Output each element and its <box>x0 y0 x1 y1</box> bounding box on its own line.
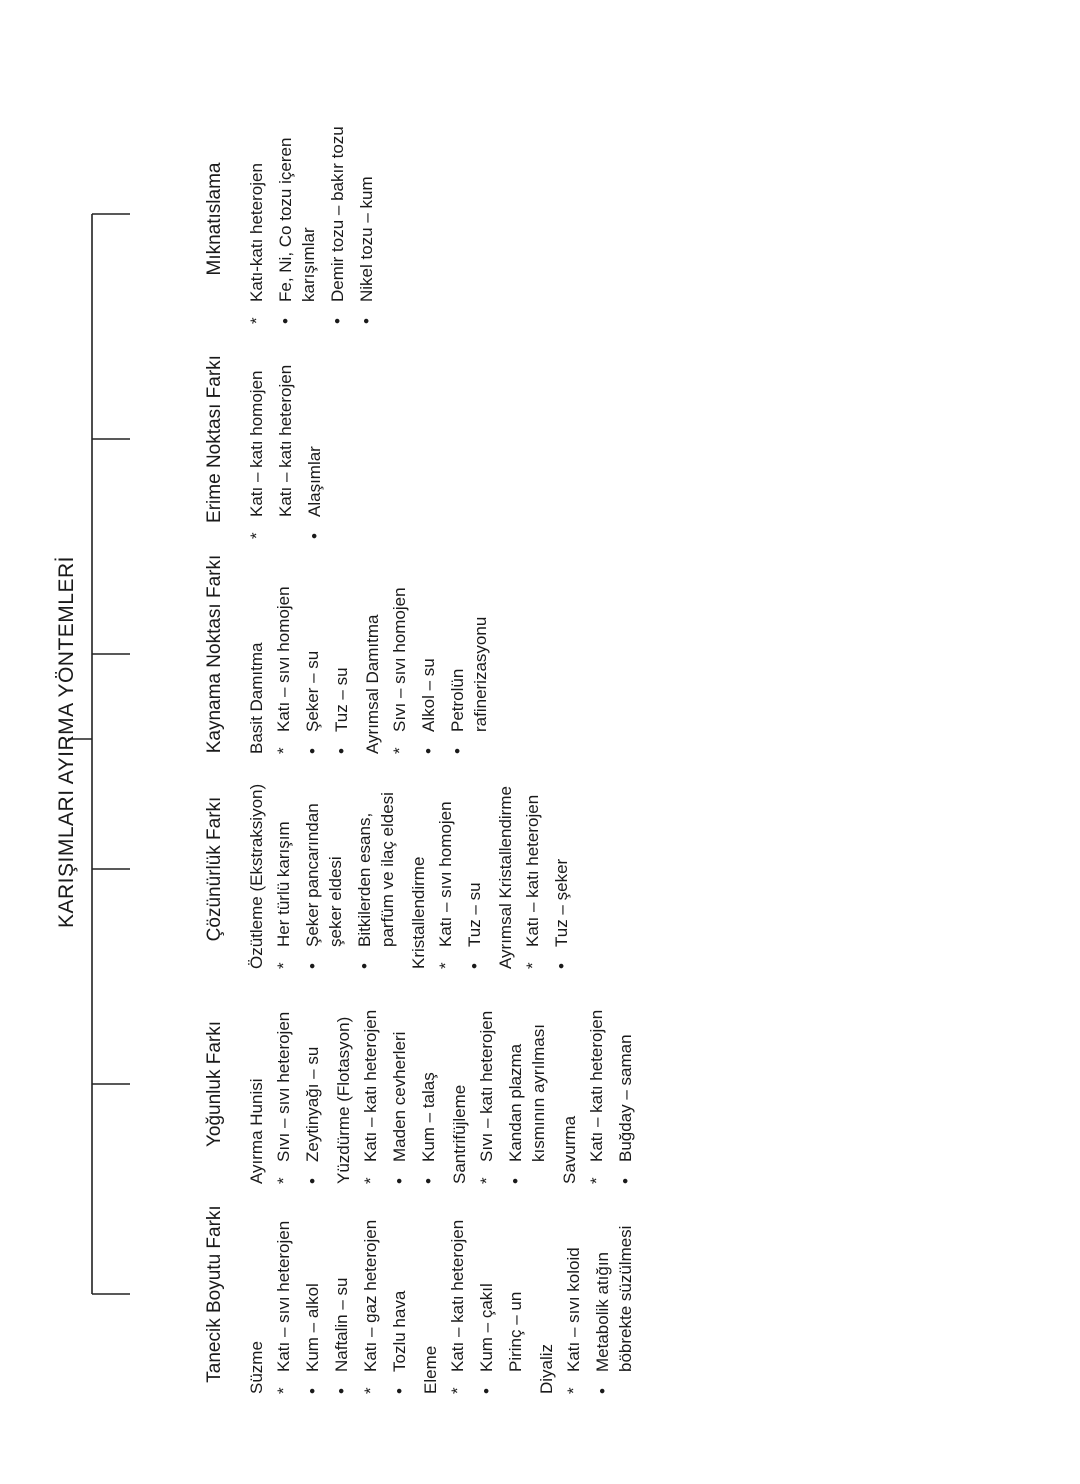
column-yogunluk <box>155 984 643 1184</box>
list-item <box>434 769 457 969</box>
list-item-text: Katı – katı heterojen <box>448 1219 467 1372</box>
list-item-text: Her türlü karışım <box>274 821 293 947</box>
asterisk-bullet-icon: * <box>274 747 293 754</box>
column-cozunurluk <box>155 769 579 969</box>
list-item <box>475 1194 498 1394</box>
list-item-text: Tuz – su <box>465 882 484 947</box>
dot-bullet-icon: • <box>328 318 347 324</box>
dot-bullet-icon: • <box>276 318 295 324</box>
list-item <box>272 769 295 969</box>
asterisk-bullet-icon: * <box>448 1387 467 1394</box>
method-title: Süzme <box>247 1341 266 1394</box>
list-item <box>355 114 378 324</box>
method-title: Kristallendirme <box>409 856 428 969</box>
list-item-text: Kum – çakıl <box>477 1283 496 1372</box>
list-item-text: Zeytinyağı – su <box>303 1046 322 1162</box>
column-body <box>245 554 492 754</box>
dot-bullet-icon: • <box>355 963 374 969</box>
list-item-text: Katı – sıvı heterojen <box>274 1220 293 1372</box>
dot-bullet-icon: • <box>390 1178 409 1184</box>
list-item <box>388 554 411 754</box>
dot-bullet-icon <box>274 517 297 539</box>
asterisk-bullet-icon: * <box>274 962 293 969</box>
list-item-text: Katı-katı heterojen <box>247 163 266 302</box>
column-header: Kaynama Noktası Farkı <box>204 554 225 754</box>
list-item-text: Katı – katı heterojen <box>276 364 295 517</box>
list-item <box>591 1194 637 1394</box>
column-miknatislama <box>155 114 384 324</box>
method-title: Basit Damıtma <box>247 642 266 754</box>
column-kaynama-noktasi <box>155 554 498 754</box>
column-tanecik-boyutu <box>155 1194 643 1394</box>
list-item-text: Şeker pancarından şeker eldesi <box>303 803 345 947</box>
list-item <box>272 554 295 754</box>
method-title: Ayırma Hunisi <box>247 1078 266 1184</box>
list-item <box>446 1194 469 1394</box>
list-item <box>301 984 324 1184</box>
method-title: Yüzdürme (Flotasyon) <box>334 1016 353 1184</box>
list-item-text: Sıvı – sıvı homojen <box>390 587 409 732</box>
list-item-text: Katı – katı homojen <box>247 370 266 517</box>
list-item <box>353 769 399 969</box>
asterisk-bullet-icon: * <box>247 532 266 539</box>
list-item <box>550 769 573 969</box>
list-item <box>359 1194 382 1394</box>
method-title: Eleme <box>421 1345 440 1394</box>
dot-bullet-icon: • <box>477 1388 496 1394</box>
list-item <box>330 1194 353 1394</box>
column-body <box>245 769 573 969</box>
column-body <box>245 339 326 539</box>
list-item-text: Demir tozu – bakır tozu <box>328 126 347 302</box>
list-item <box>245 339 268 539</box>
list-item-text: Katı – katı heterojen <box>587 1009 606 1162</box>
list-item <box>475 984 498 1184</box>
list-item <box>463 769 486 969</box>
list-item-text: Kum – talaş <box>419 1072 438 1162</box>
list-item <box>330 554 353 754</box>
list-item <box>274 339 297 539</box>
list-item-text: Sıvı – sıvı heterojen <box>274 1011 293 1162</box>
method-title: Diyaliz <box>537 1343 556 1394</box>
column-header: Erime Noktası Farkı <box>204 355 225 523</box>
dot-bullet-icon: • <box>552 963 571 969</box>
list-item <box>388 984 411 1184</box>
list-item <box>504 1194 527 1394</box>
column-header: Yoğunluk Farkı <box>204 1020 225 1148</box>
column-body <box>245 1194 637 1394</box>
list-item-text: Naftalin – su <box>332 1277 351 1372</box>
method-title: Ayrımsal Damıtma <box>363 614 382 754</box>
list-item-text: Bitkilerden esans, parfüm ve ilaç eldesi <box>355 792 397 947</box>
list-item-text: Tuz – su <box>332 667 351 732</box>
column-body <box>245 114 378 324</box>
list-item-text: Katı – gaz heterojen <box>361 1219 380 1372</box>
list-item-text: Tozlu hava <box>390 1290 409 1372</box>
list-item <box>301 1194 324 1394</box>
column-header: Çözünürlük Farkı <box>204 796 225 942</box>
list-item <box>521 769 544 969</box>
method-title: Özütleme (Ekstraksiyon) <box>247 783 266 969</box>
list-item <box>417 554 440 754</box>
dot-bullet-icon: • <box>390 1388 409 1394</box>
column-body <box>245 984 637 1184</box>
column-erime-noktasi <box>155 339 332 539</box>
list-item <box>614 984 637 1184</box>
method-title: Santrifüjleme <box>450 1084 469 1184</box>
asterisk-bullet-icon: * <box>564 1387 583 1394</box>
list-item <box>272 1194 295 1394</box>
dot-bullet-icon: • <box>616 1178 635 1184</box>
dot-bullet-icon: • <box>419 1178 438 1184</box>
method-title: Ayrımsal Kristallendirme <box>496 786 515 969</box>
list-item <box>274 114 320 324</box>
list-item <box>504 984 550 1184</box>
asterisk-bullet-icon: * <box>247 317 266 324</box>
list-item-text: Petrolün rafinerizasyonu <box>448 616 490 732</box>
list-item <box>245 114 268 324</box>
list-item-text: Metabolik atığın böbrekte süzülmesi <box>593 1225 635 1372</box>
list-item-text: Maden cevherleri <box>390 1031 409 1162</box>
dot-bullet-icon: • <box>303 963 322 969</box>
list-item-text: Katı – katı heterojen <box>523 794 542 947</box>
list-item-text: Fe, Ni, Co tozu içeren karışımlar <box>276 137 318 302</box>
list-item <box>585 984 608 1184</box>
list-item-text: Katı – sıvı koloid <box>564 1247 583 1372</box>
list-item-text: Katı – katı heterojen <box>361 1009 380 1162</box>
asterisk-bullet-icon: * <box>361 1177 380 1184</box>
list-item <box>417 984 440 1184</box>
list-item-text: Kum – alkol <box>303 1283 322 1372</box>
column-header: Mıknatıslama <box>204 162 225 276</box>
list-item-text: Şeker – su <box>303 650 322 732</box>
dot-bullet-icon: • <box>303 1178 322 1184</box>
method-title: Savurma <box>560 1115 579 1184</box>
list-item-text: Katı – sıvı homojen <box>274 586 293 732</box>
asterisk-bullet-icon: * <box>587 1177 606 1184</box>
dot-bullet-icon: • <box>419 748 438 754</box>
list-item <box>388 1194 411 1394</box>
list-item <box>301 554 324 754</box>
dot-bullet-icon: • <box>303 748 322 754</box>
dot-bullet-icon: • <box>305 533 324 539</box>
list-item-text: Tuz – şeker <box>552 858 571 947</box>
list-item-text: Kandan plazma kısmının ayrılması <box>506 1024 548 1162</box>
column-header: Tanecik Boyutu Farkı <box>204 1205 225 1383</box>
dot-bullet-icon <box>504 1372 527 1394</box>
list-item-text: Katı – sıvı homojen <box>436 801 455 947</box>
list-item-text: Pirinç – un <box>506 1291 525 1372</box>
list-item-text: Buğday – saman <box>616 1034 635 1162</box>
list-item <box>272 984 295 1184</box>
asterisk-bullet-icon: * <box>390 747 409 754</box>
list-item <box>446 554 492 754</box>
asterisk-bullet-icon: * <box>523 962 542 969</box>
list-item-text: Nikel tozu – kum <box>357 176 376 302</box>
asterisk-bullet-icon: * <box>477 1177 496 1184</box>
asterisk-bullet-icon: * <box>436 962 455 969</box>
list-item <box>359 984 382 1184</box>
list-item-text: Sıvı – katı heterojen <box>477 1010 496 1162</box>
list-item <box>562 1194 585 1394</box>
dot-bullet-icon: • <box>506 1178 525 1184</box>
dot-bullet-icon: • <box>332 1388 351 1394</box>
dot-bullet-icon: • <box>465 963 484 969</box>
dot-bullet-icon: • <box>357 318 376 324</box>
asterisk-bullet-icon: * <box>274 1387 293 1394</box>
dot-bullet-icon: • <box>593 1388 612 1394</box>
list-item-text: Alkol – su <box>419 658 438 732</box>
list-item <box>303 339 326 539</box>
asterisk-bullet-icon: * <box>361 1387 380 1394</box>
list-item <box>326 114 349 324</box>
list-item <box>301 769 347 969</box>
dot-bullet-icon: • <box>448 748 467 754</box>
page-title: KARIŞIMLARI AYIRMA YÖNTEMLERİ <box>55 556 78 928</box>
asterisk-bullet-icon: * <box>274 1177 293 1184</box>
list-item-text: Alaşımlar <box>305 446 324 517</box>
dot-bullet-icon: • <box>303 1388 322 1394</box>
dot-bullet-icon: • <box>332 748 351 754</box>
